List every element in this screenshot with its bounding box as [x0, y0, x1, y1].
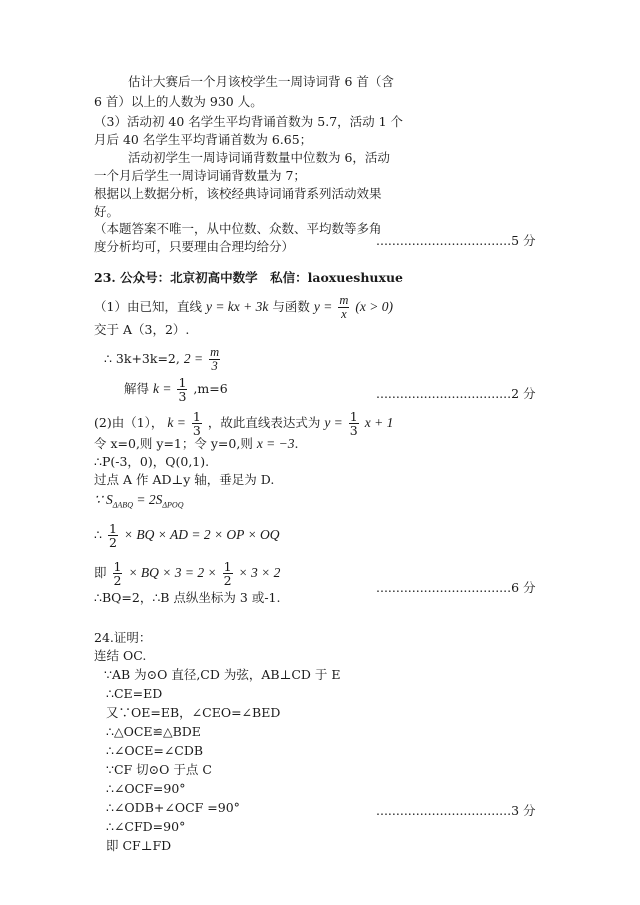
denominator: 2 — [223, 573, 232, 588]
fraction — [108, 522, 118, 549]
numerator: 1 — [178, 375, 187, 390]
numerator: 1 — [223, 559, 232, 574]
numerator: m — [339, 293, 349, 307]
text-run: （1）由已知，直线 — [94, 299, 202, 314]
equation: k = — [167, 415, 186, 430]
equation: y = kx + 3k — [205, 299, 269, 314]
text-line: 6 首）以上的人数为 930 人。 — [94, 94, 263, 109]
text-line: ∵AB 为⊙O 直径,CD 为弦，AB⊥CD 于 E — [104, 667, 341, 682]
numerator: 1 — [108, 521, 117, 536]
condition: (x > 0) — [355, 299, 393, 314]
text-line: 活动初学生一周诗词诵背数量中位数为 6，活动 — [128, 150, 390, 165]
text-run: ，故此直线表达式为 — [207, 415, 321, 430]
fraction — [209, 346, 220, 373]
text-line: ∴∠OCF=90° — [106, 781, 186, 796]
score-marker: ..................................6 分 — [376, 580, 536, 595]
equation: × 3 × 2 — [238, 565, 281, 580]
text-run: . — [294, 436, 299, 451]
text-line — [94, 560, 280, 587]
text-line — [94, 492, 183, 514]
equation: ∵ S — [94, 492, 113, 507]
text-line: （3）活动初 40 名学生平均背诵首数为 5.7，活动 1 个 — [94, 114, 404, 129]
text-line — [124, 376, 228, 403]
equation: y = — [313, 299, 333, 314]
text-line: 又∵OE=EB，∠CEO=∠BED — [106, 705, 281, 720]
score-marker: ..................................5 分 — [376, 233, 536, 248]
fraction — [113, 560, 123, 587]
denominator: 3 — [178, 389, 187, 404]
question-heading: 24.证明： — [94, 630, 152, 645]
text-line: 交于 A（3，2）. — [94, 322, 190, 337]
text-line: ∴∠CFD=90° — [106, 819, 186, 834]
text-line — [94, 522, 280, 549]
text-line: 度分析均可，只要理由合理均给分） — [94, 239, 295, 254]
text-run: (2)由（1）， — [94, 415, 164, 430]
text-run: 即 — [94, 565, 107, 580]
text-line: 月后 40 名学生平均背诵首数为 6.65； — [94, 132, 313, 147]
text-line — [94, 436, 299, 452]
text-line: 连结 OC. — [94, 648, 147, 663]
text-line: （本题答案不唯一，从中位数、众数、平均数等多角 — [94, 221, 382, 236]
equation: × BQ × AD = 2 × OP × OQ — [123, 527, 280, 542]
fraction — [177, 376, 187, 403]
text-run: 解得 — [124, 381, 150, 396]
fraction — [192, 410, 202, 437]
equation: = 2S — [132, 492, 163, 507]
equation: k = — [153, 381, 172, 396]
numerator: 1 — [349, 409, 358, 424]
denominator: 3 — [349, 423, 358, 438]
text-line: ∴△OCE≌△BDE — [106, 724, 201, 739]
denominator: x — [341, 307, 347, 321]
text-line: ∴∠OCE=∠CDB — [106, 743, 204, 758]
text-run: 与函数 — [272, 299, 310, 314]
text-line: ∴CE=ED — [106, 686, 163, 701]
denominator: 2 — [113, 573, 122, 588]
text-line: ∴BQ=2，∴B 点纵坐标为 3 或-1. — [94, 590, 281, 605]
numerator: m — [210, 345, 220, 359]
text-line: 估计大赛后一个月该校学生一周诗词背 6 首（含 — [128, 74, 394, 89]
denominator: 3 — [211, 359, 218, 373]
fraction — [223, 560, 233, 587]
denominator: 2 — [108, 535, 117, 550]
numerator: 1 — [113, 559, 122, 574]
equation: x + 1 — [364, 415, 394, 430]
text-line: 即 CF⊥FD — [106, 838, 172, 853]
text-line — [94, 294, 393, 321]
subscript: ΔPOQ — [162, 500, 184, 510]
score-marker: ..................................3 分 — [376, 803, 536, 818]
text-line: ∵CF 切⊙O 于点 C — [106, 762, 212, 777]
text-run: 令 x=0,则 y=1；令 y=0,则 — [94, 436, 253, 451]
fraction — [338, 294, 349, 321]
equation: 2 = — [183, 351, 204, 366]
equation: x = −3 — [256, 436, 295, 451]
denominator: 3 — [192, 423, 201, 438]
text-run: ,m=6 — [193, 381, 228, 396]
text-line: 一个月后学生一周诗词诵背数量为 7； — [94, 168, 306, 183]
text-line: 好。 — [94, 204, 120, 219]
text-run: ∴ 3k+3k=2, — [104, 351, 180, 366]
text-line — [94, 410, 393, 437]
text-line: 过点 A 作 AD⊥y 轴，垂足为 D. — [94, 472, 275, 487]
equation: × BQ × 3 = 2 × — [128, 565, 217, 580]
question-heading: 23. 公众号：北京初高中数学 私信：laoxueshuxue — [94, 270, 403, 285]
fraction — [349, 410, 359, 437]
text-run: ∴ — [94, 527, 102, 542]
text-line: ∴∠ODB+∠OCF =90° — [106, 800, 240, 815]
text-line: ∴P(-3，0)，Q(0,1). — [94, 454, 210, 469]
equation: y = — [324, 415, 343, 430]
subscript: ΔABQ — [112, 500, 133, 510]
numerator: 1 — [192, 409, 201, 424]
text-line: 根据以上数据分析，该校经典诗词诵背系列活动效果 — [94, 186, 382, 201]
text-line — [104, 346, 222, 373]
score-marker: ..................................2 分 — [376, 386, 536, 401]
